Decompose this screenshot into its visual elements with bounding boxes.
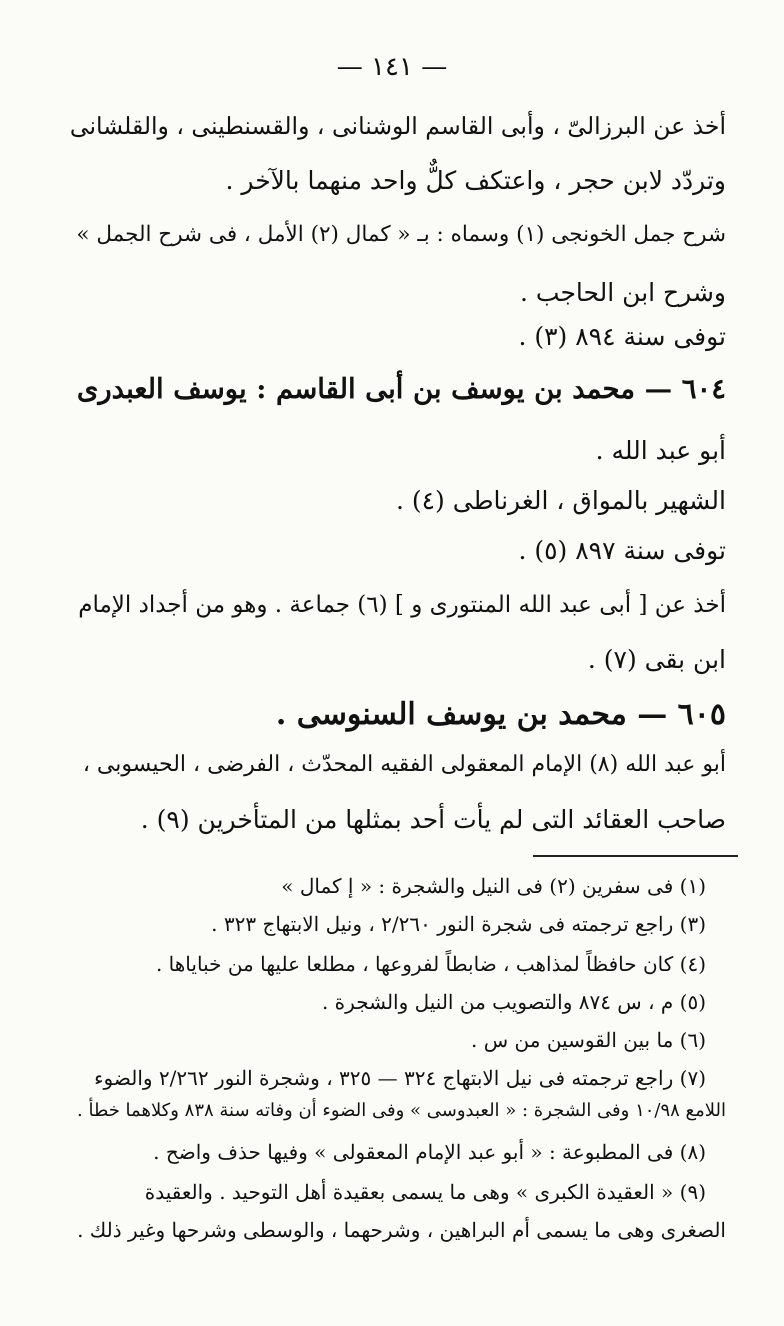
- text-line: صاحب العقائد التى لم يأت أحد بمثلها من المتأخرين (٩) .: [140, 805, 726, 834]
- footnote-line: (١) فى سفرين (٢) فى النيل والشجرة : « إ كمال »: [281, 874, 706, 898]
- text-line: وتردّد لابن حجر ، واعتكف كلٌّ واحد منهما بالآخر .: [225, 166, 726, 195]
- text-line: شرح جمل الخونجى (١) وسماه : بـ « كمال (٢) الأمل ، فى شرح الجمل »: [76, 222, 726, 247]
- text-line: أخذ عن [ أبى عبد الله المنتورى و ] (٦) جماعة . وهو من أجداد الإمام: [78, 592, 726, 618]
- text-line: توفى سنة ٨٩٤ (٣) .: [518, 322, 726, 351]
- text-line: أبو عبد الله .: [595, 436, 726, 465]
- footnote-line: (٥) م ، س ٨٧٤ والتصويب من النيل والشجرة .: [321, 990, 706, 1014]
- footnote-line: (٩) « العقيدة الكبرى » وهى ما يسمى بعقيدة أهل التوحيد . والعقيدة: [144, 1180, 706, 1204]
- text-line: توفى سنة ٨٩٧ (٥) .: [518, 536, 726, 565]
- footnote-line: (٤) كان حافظاً لمذاهب ، ضابطاً لفروعها ، مطلعا عليها من خباياها .: [155, 952, 706, 976]
- footnote-line: (٣) راجع ترجمته فى شجرة النور ٢/٢٦٠ ، ونيل الابتهاج ٣٢٣ .: [211, 912, 706, 936]
- footnote-line: الصغرى وهى ما يسمى أم البراهين ، وشرحهما ، والوسطى وشرحها وغير ذلك .: [77, 1218, 726, 1242]
- text-line: ابن بقى (٧) .: [587, 645, 726, 674]
- page-number: — ١٤١ —: [336, 52, 448, 82]
- footnote-line: اللامع ١٠/٩٨ وفى الشجرة : « العبدوسى » وفى الضوء أن وفاته سنة ٨٣٨ وكلاهما خطأ .: [77, 1100, 726, 1121]
- entry-heading: ٦٠٥ — محمد بن يوسف السنوسى .: [275, 697, 726, 732]
- text-line: أخذ عن البرزالىّ ، وأبى القاسم الوشنانى ، والقسنطينى ، والقلشانى: [69, 112, 726, 140]
- text-line: وشرح ابن الحاجب .: [520, 278, 726, 307]
- text-line: الشهير بالمواق ، الغرناطى (٤) .: [395, 486, 726, 515]
- footnote-line: (٧) راجع ترجمته فى نيل الابتهاج ٣٢٤ — ٣٢٥ ، وشجرة النور ٢/٢٦٢ والضوء: [94, 1066, 706, 1090]
- text-line: أبو عبد الله (٨) الإمام المعقولى الفقيه المحدّث ، الفرضى ، الحيسوبى ،: [82, 752, 726, 777]
- footnote-line: (٨) فى المطبوعة : « أبو عبد الإمام المعقولى » وفيها حذف واضح .: [153, 1140, 706, 1164]
- footnote-line: (٦) ما بين القوسين من س .: [471, 1028, 706, 1052]
- footnote-separator: [533, 855, 738, 857]
- entry-heading: ٦٠٤ — محمد بن يوسف بن أبى القاسم : يوسف العبدرى: [76, 373, 726, 405]
